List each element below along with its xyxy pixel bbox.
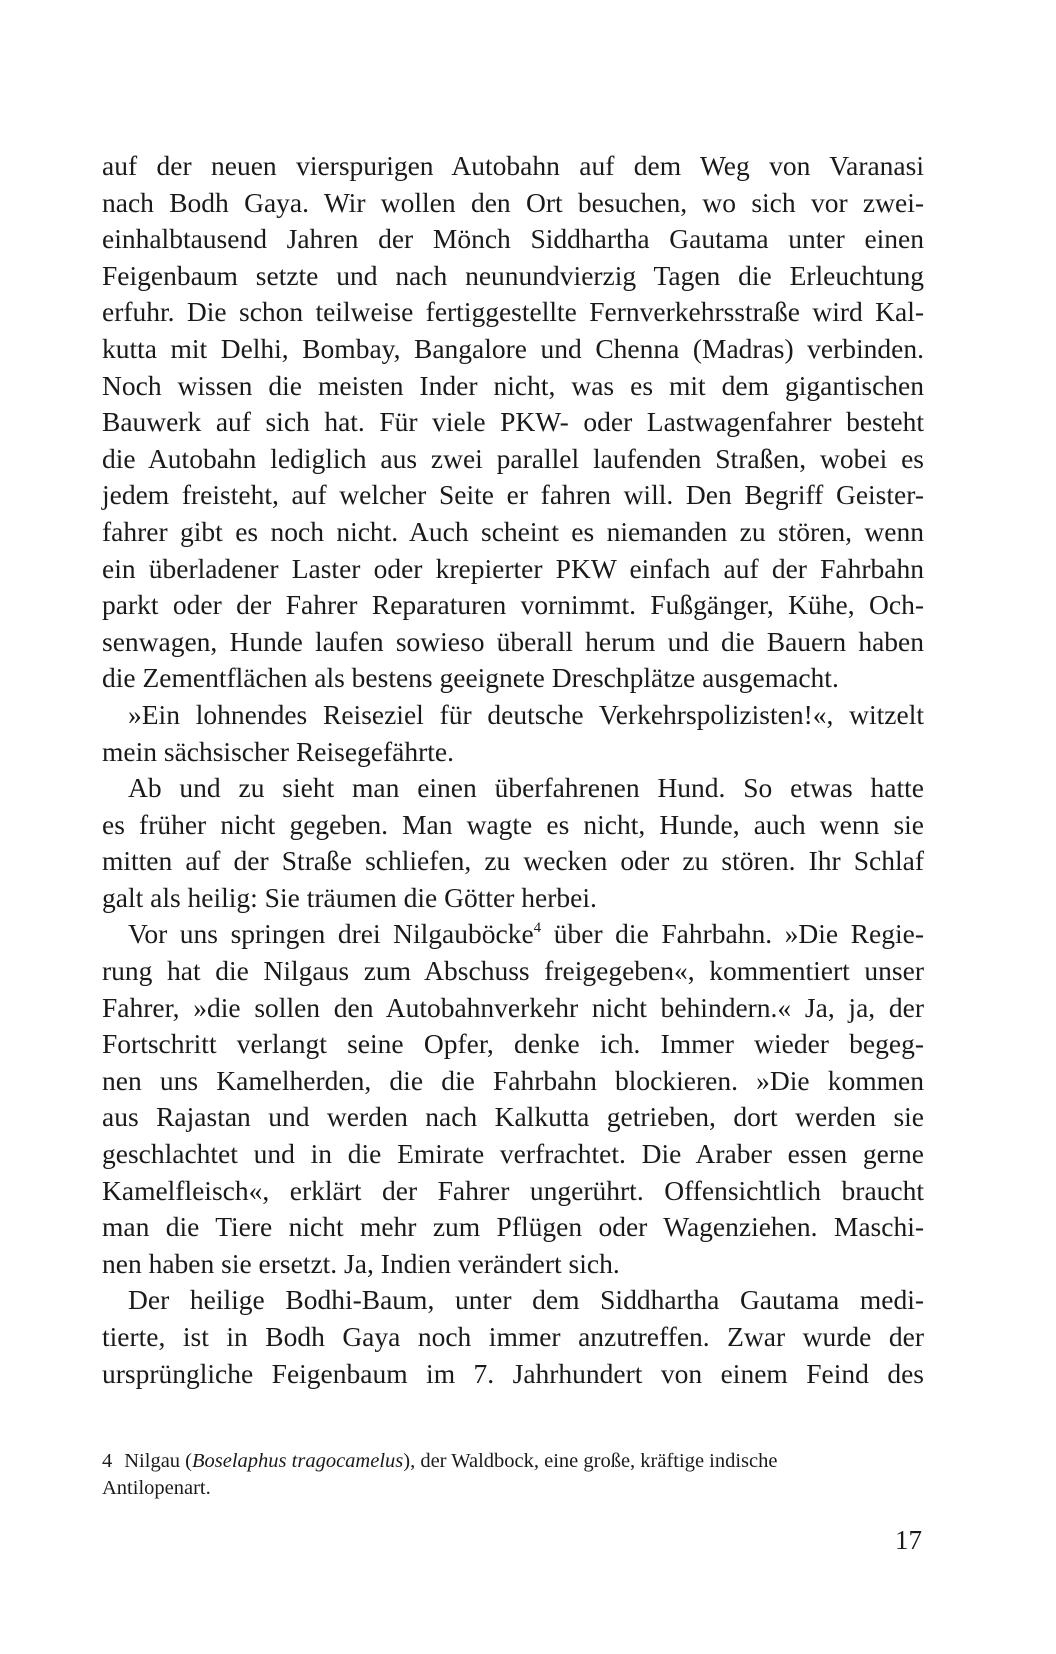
footnote-reference: 4 [533,920,542,937]
text-line: mitten auf der Straße schliefen, zu wecken oder zu stören. Ihr Schlaf [102,845,924,877]
page-number: 17 [895,1525,922,1555]
body-text [102,148,924,1392]
text-line: tierte, ist in Bodh Gaya noch immer anzutreffen. Zwar wurde der [102,1321,924,1352]
text-line: auf der neuen vierspurigen Autobahn auf dem Weg von Varanasi [102,150,924,181]
text-line: Kamelfleisch«, erklärt der Fahrer ungerührt. Offensichtlich braucht [102,1174,924,1206]
text-line: galt als heilig: Sie träumen die Götter herbei. [102,881,597,913]
text-line: »Ein lohnendes Reiseziel für deutsche Verkehrspolizisten!«, witzelt [128,698,924,730]
footnote-line: Antilopenart. [102,1477,211,1499]
text-line: ursprüngliche Feigenbaum im 7. Jahrhundert von einem Feind des [102,1357,924,1389]
text-line: Feigenbaum setzte und nach neunundvierzig Tagen die Erleuchtung [102,259,924,291]
text-line: man die Tiere nicht mehr zum Pflügen oder Wagenziehen. Maschi- [102,1211,924,1243]
text-line: geschlachtet und in die Emirate verfrachtet. Die Araber essen gerne [102,1138,924,1170]
text-line: nach Bodh Gaya. Wir wollen den Ort besuchen, wo sich vor zwei- [102,186,924,218]
footnote-italic: Boselaphus tragocamelus [192,1450,404,1472]
text-line: einhalbtausend Jahren der Mönch Siddhartha Gautama unter einen [102,223,924,255]
text-line: Ab und zu sieht man einen überfahrenen Hund. So etwas hatte [128,772,924,804]
text-fragment: Vor uns springen drei Nilgauböcke [128,918,534,950]
text-line: parkt oder der Fahrer Reparaturen vornimmt. Fußgänger, Kühe, Och- [102,589,924,621]
text-line: die Autobahn lediglich aus zwei parallel laufenden Straßen, wobei es [102,442,924,474]
text-line: mein sächsischer Reisegefährte. [102,735,455,767]
text-line: Noch wissen die meisten Inder nicht, was es mit dem gigantischen [102,369,924,401]
text-line: senwagen, Hunde laufen sowieso überall herum und die Bauern haben [102,625,924,657]
text-fragment: über die Fahrbahn. »Die Regie- [541,918,924,950]
text-line: erfuhr. Die schon teilweise fertiggestellte Fernverkehrsstraße wird Kal- [102,296,924,328]
text-line: fahrer gibt es noch nicht. Auch scheint es niemanden zu stören, wenn [102,515,924,547]
text-line: Bauwerk auf sich hat. Für viele PKW- oder Lastwagenfahrer besteht [102,406,924,438]
text-line [102,916,924,953]
footnote-text: ), der Waldbock, eine große, kräftige indische [403,1450,778,1472]
text-line: nen uns Kamelherden, die die Fahrbahn blockieren. »Die kommen [102,1064,924,1096]
footnote [102,1448,924,1502]
text-line: die Zementflächen als bestens geeignete Dreschplätze ausgemacht. [102,662,839,694]
footnote-line [102,1448,924,1475]
text-line: Fortschritt verlangt seine Opfer, denke ich. Immer wieder begeg- [102,1028,924,1060]
text-line: aus Rajastan und werden nach Kalkutta getrieben, dort werden sie [102,1101,924,1133]
footnote-text: Nilgau ( [124,1450,192,1472]
text-line: kutta mit Delhi, Bombay, Bangalore und Chenna (Madras) verbinden. [102,332,924,364]
text-line: es früher nicht gegeben. Man wagte es nicht, Hunde, auch wenn sie [102,808,924,840]
text-line: Fahrer, »die sollen den Autobahnverkehr nicht behindern.« Ja, ja, der [102,991,924,1023]
text-line: rung hat die Nilgaus zum Abschuss freigegeben«, kommentiert unser [102,955,924,987]
text-line: jedem freisteht, auf welcher Seite er fahren will. Den Begriff Geister- [102,479,924,511]
footnote-number: 4 [102,1450,113,1472]
text-line: ein überladener Laster oder krepierter PKW einfach auf der Fahrbahn [102,552,924,584]
text-line: Der heilige Bodhi-Baum, unter dem Siddhartha Gautama medi- [128,1284,924,1316]
text-line: nen haben sie ersetzt. Ja, Indien verändert sich. [102,1247,620,1279]
